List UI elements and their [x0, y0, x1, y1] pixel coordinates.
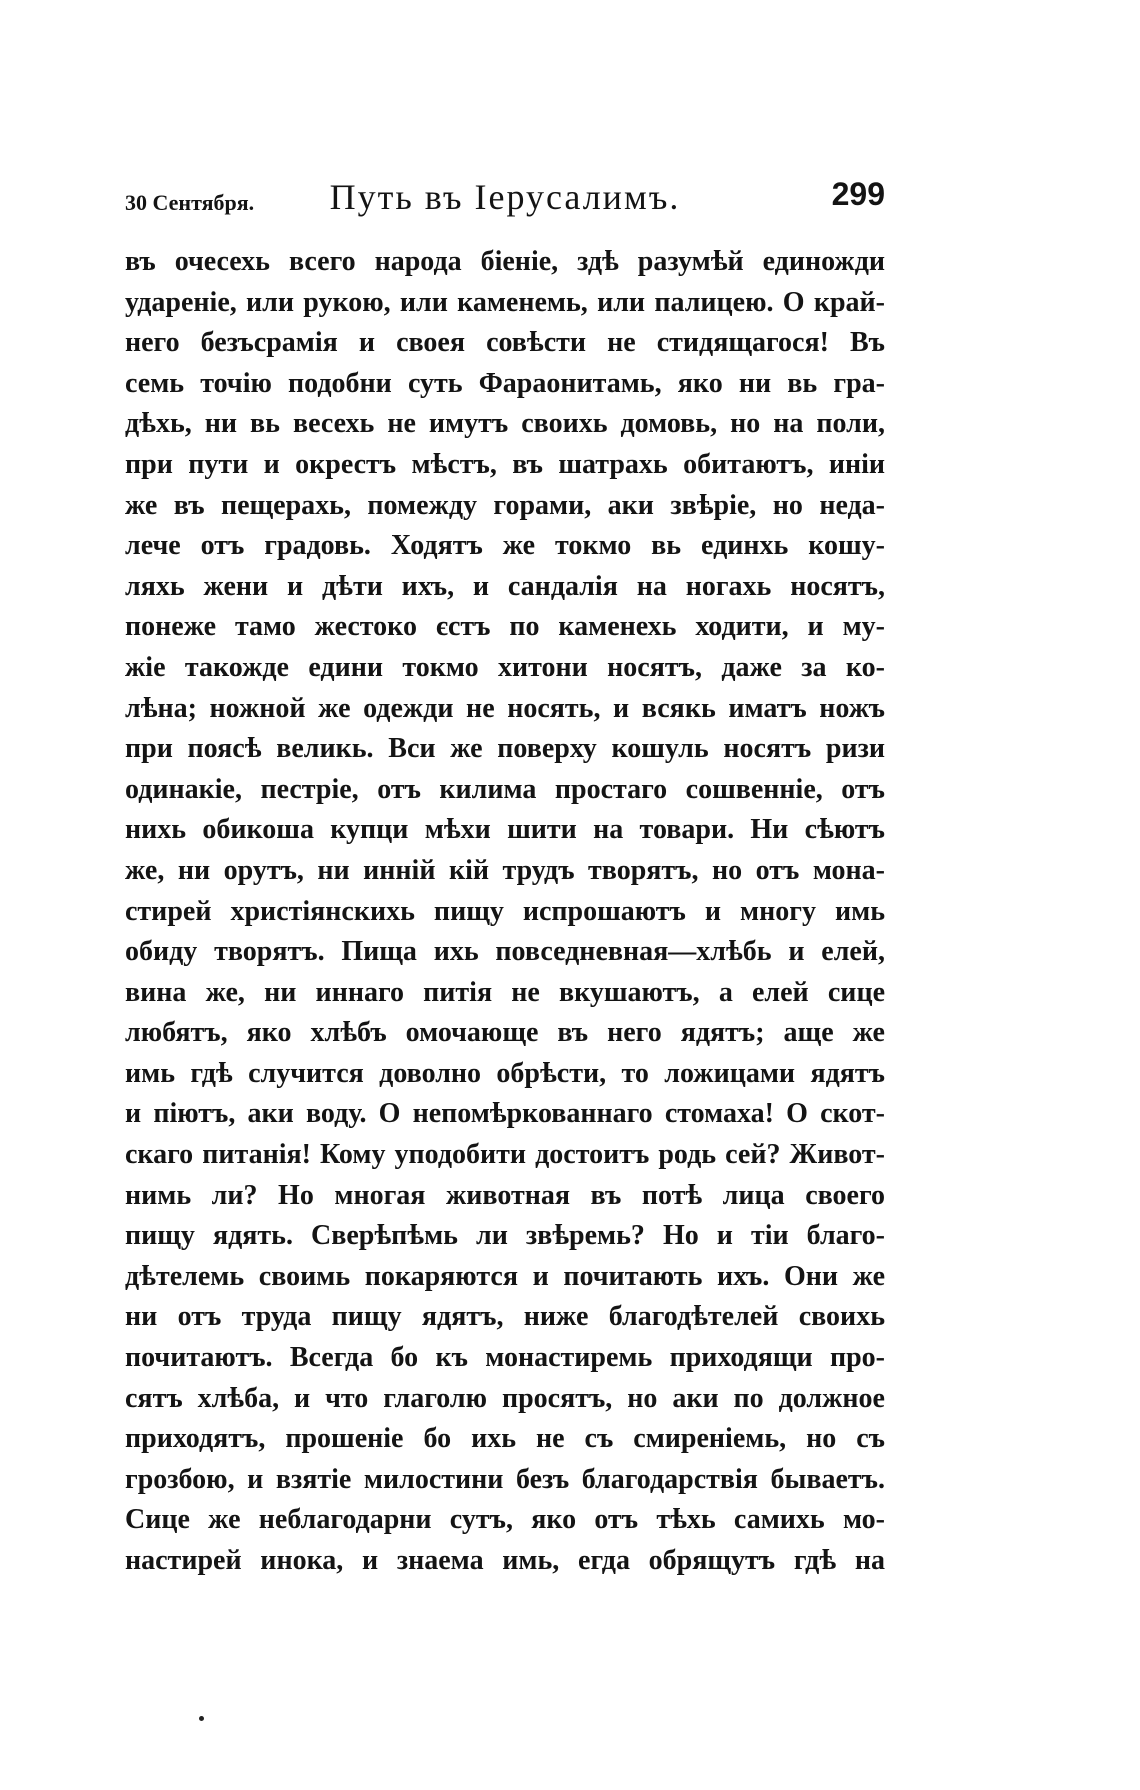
text-line: жіе такожде едини токмо хитони носятъ, даже за ко-: [125, 651, 885, 683]
text-line: дѣтелемь своимь покаряются и почитають ихъ. Они же: [125, 1260, 885, 1292]
text-line: лѣна; ножной же одежди не носять, и всякь иматъ ножъ: [125, 692, 885, 724]
text-line: приходятъ, прошеніе бо ихь не съ смиреніемь, но съ: [125, 1423, 885, 1455]
text-line: скаго питанія! Кому уподобити достоитъ родь сей? Живот-: [125, 1139, 885, 1171]
text-line: сятъ хлѣба, и что глаголю просятъ, но аки по должное: [125, 1382, 885, 1414]
text-line: любятъ, яко хлѣбъ омочающе въ него ядятъ; аще же: [125, 1017, 885, 1049]
text-line: настирей инока, и знаема имь, егда обрящутъ гдѣ на: [125, 1545, 885, 1576]
body-text: [125, 242, 885, 1582]
page-number: 299: [831, 176, 885, 212]
ink-speck: [199, 1716, 204, 1721]
text-line: понеже тамо жестоко єстъ по каменехь ходити, и му-: [125, 611, 885, 643]
text-line: же, ни орутъ, ни инній кій трудъ творятъ, но отъ мона-: [125, 854, 885, 886]
text-line: одинакіе, пестріе, отъ килима простаго сошвенніе, отъ: [125, 773, 885, 805]
header-date: 30 Сентября.: [125, 190, 255, 215]
text-line: нимь ли? Но многая животная въ потѣ лица своего: [125, 1179, 885, 1211]
text-line: пищу ядять. Сверѣпѣмь ли звѣремь? Но и тіи благо-: [125, 1220, 885, 1252]
text-line: ляхь жени и дѣти ихъ, и сандалія на ногахь носятъ,: [125, 570, 885, 602]
text-line: ни отъ труда пищу ядятъ, ниже благодѣтелей своихь: [125, 1301, 885, 1333]
text-line: нихь обикоша купци мѣхи шити на товари. Ни сѣютъ: [125, 814, 885, 846]
text-line: лече отъ градовь. Ходятъ же токмо вь единхь кошу-: [125, 530, 885, 562]
text-line: вина же, ни иннаго питія не вкушаютъ, а елей сице: [125, 976, 885, 1008]
text-line: имь гдѣ случится доволно обрѣсти, то ложицами ядятъ: [125, 1057, 885, 1089]
text-line: стирей христіянскихь пищу испрошаютъ и многу имь: [125, 895, 885, 927]
text-line: удареніе, или рукою, или каменемь, или палицею. О край-: [125, 286, 885, 318]
text-line: семь точію подобни суть Фараонитамь, яко ни вь гра-: [125, 367, 885, 399]
running-header: [125, 176, 885, 226]
text-line: дѣхь, ни вь весехь не имутъ своихь домовь, но на поли,: [125, 408, 885, 440]
text-line: Сице же неблагодарни сутъ, яко отъ тѣхь самихь мо-: [125, 1504, 885, 1536]
text-line: при поясѣ великь. Вси же поверху кошуль носятъ ризи: [125, 733, 885, 765]
text-line: же въ пещерахь, помежду горами, аки звѣріе, но неда-: [125, 489, 885, 521]
text-line: грозбою, и взятіе милостини безъ благодарствія бываетъ.: [125, 1463, 885, 1495]
text-line: при пути и окрестъ мѣстъ, въ шатрахь обитаютъ, иніи: [125, 448, 885, 480]
text-line: въ очесехь всего народа біеніе, здѣ разумѣй единожди: [125, 246, 885, 277]
text-line: обиду творятъ. Пища ихь повседневная—хлѣбь и елей,: [125, 936, 885, 968]
header-title: Путь въ Іерусалимъ.: [329, 177, 681, 217]
text-line: почитаютъ. Всегда бо къ монастиремь приходящи про-: [125, 1342, 885, 1374]
text-line: него безъсрамія и своея совѣсти не стидящагося! Въ: [125, 327, 885, 359]
text-line: и піютъ, аки воду. О непомѣркованнаго стомаха! О скот-: [125, 1098, 885, 1130]
